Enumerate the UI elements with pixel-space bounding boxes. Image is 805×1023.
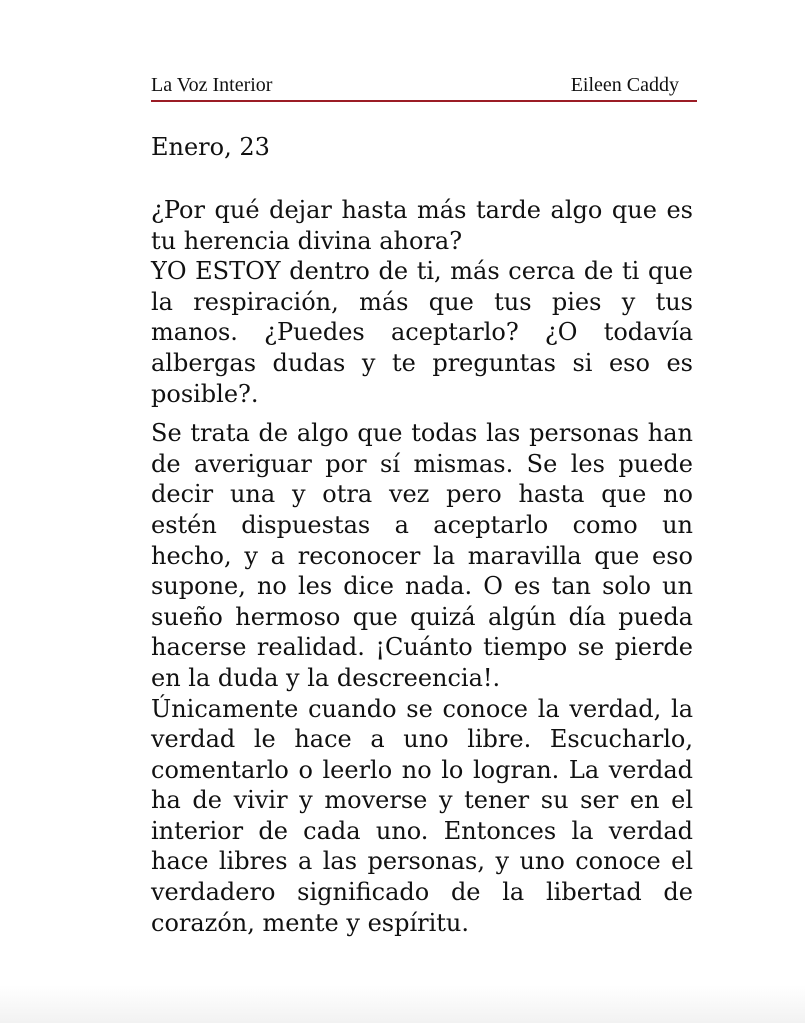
paragraph: Únicamente cuando se conoce la verdad, la verdad le hace a uno libre. Escucharlo, comentarlo o leerlo no lo logran. La verdad ha de vivir y moverse y tener su ser en el interior de cada uno. Entonces la verdad hace libres a las personas, y uno conoce el verdadero significado de la libertad de corazón, mente y espíritu. bbox=[151, 694, 693, 937]
paragraph: Se trata de algo que todas las personas han de averiguar por sí mismas. Se les puede decir una y otra vez pero hasta que no estén dispuestas a aceptarlo como un hecho, y a reconocer la maravilla que eso supone, no les dice nada. O es tan solo un sueño hermoso que quizá algún día pueda hacerse realidad. ¡Cuánto tiempo se pierde en la duda y la descreencia!. bbox=[151, 419, 693, 692]
running-header bbox=[151, 72, 697, 102]
paragraph: ¿Por qué dejar hasta más tarde algo que es tu herencia divina ahora? bbox=[151, 196, 693, 255]
entry-date: Enero, 23 bbox=[151, 133, 270, 161]
author-name: Eileen Caddy bbox=[570, 74, 679, 96]
entry-body bbox=[151, 195, 693, 938]
paragraph: YO ESTOY dentro de ti, más cerca de ti que la respiración, más que tus pies y tus manos. ¿Puedes aceptarlo? ¿O todavía albergas dudas y te preguntas si eso es posible?. bbox=[151, 257, 693, 408]
book-title: La Voz Interior bbox=[151, 74, 273, 96]
